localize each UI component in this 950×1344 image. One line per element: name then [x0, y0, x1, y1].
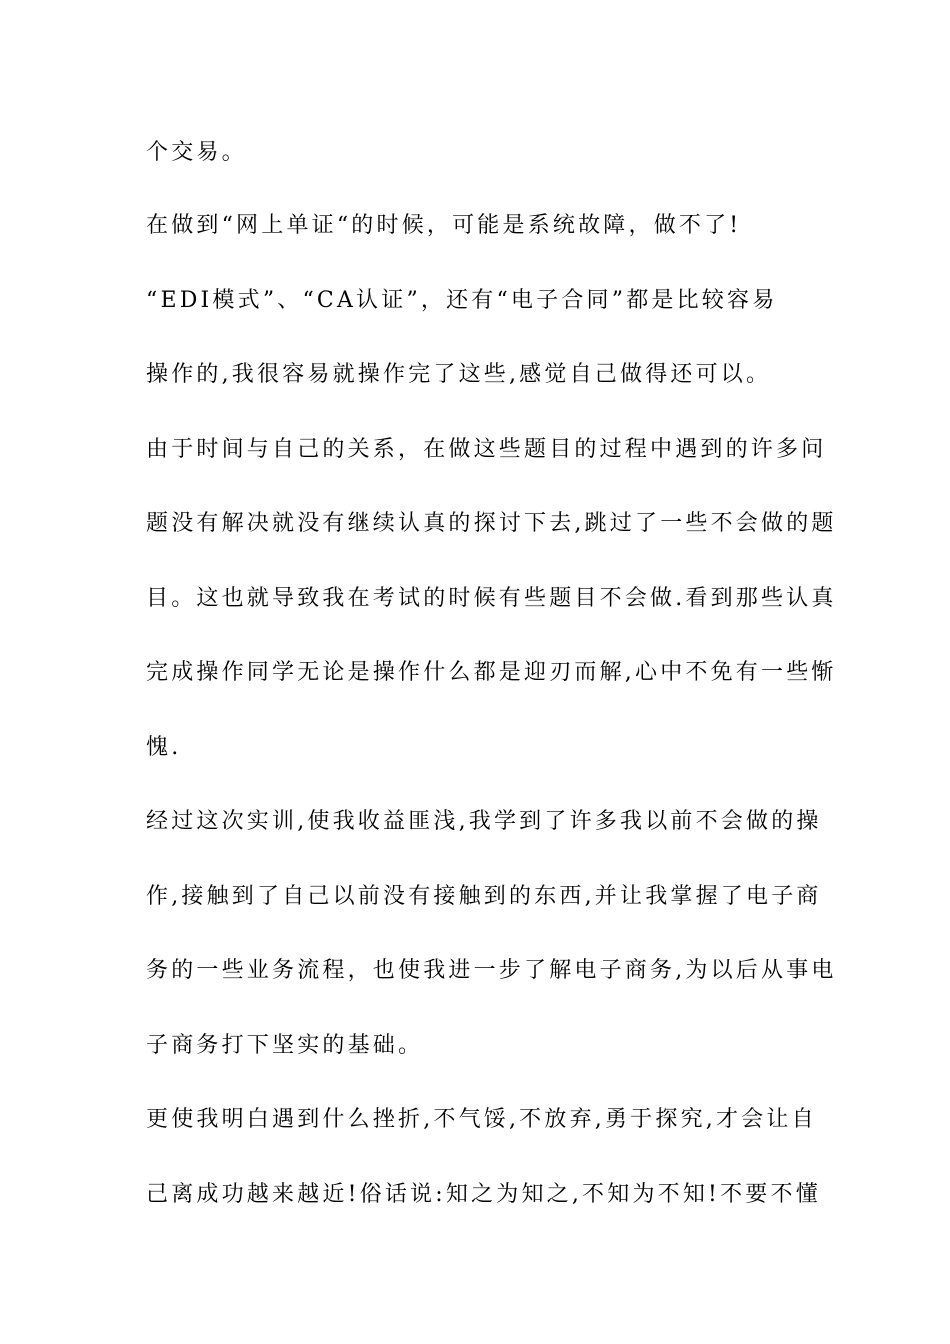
text-line: 子商务打下坚实的基础。	[146, 1033, 424, 1058]
text-line: 更使我明白遇到什么挫折,不气馁,不放弃,勇于探究,才会让自	[146, 1107, 817, 1132]
text-line: 经过这次实训,使我收益匪浅,我学到了许多我以前不会做的操	[146, 809, 822, 834]
text-line: 愧.	[146, 735, 182, 760]
text-line: 己离成功越来越近!俗话说:知之为知之,不知为不知!不要不懂	[146, 1182, 821, 1207]
text-line: 操作的,我很容易就操作完了这些,感觉自己做得还可以。	[146, 362, 772, 387]
text-line: 题没有解决就没有继续认真的探讨下去,跳过了一些不会做的题	[146, 511, 837, 536]
text-line: 务的一些业务流程，也使我进一步了解电子商务,为以后从事电	[146, 958, 837, 983]
text-line: 由于时间与自己的关系，在做这些题目的过程中遇到的许多问	[146, 437, 827, 462]
text-line: 在做到“网上单证“的时候，可能是系统故障，做不了!	[146, 213, 742, 238]
text-line: 完成操作同学无论是操作什么都是迎刃而解,心中不免有一些惭	[146, 660, 837, 685]
text-line: 作,接触到了自己以前没有接触到的东西,并让我掌握了电子商	[146, 884, 822, 909]
text-line: “EDI模式”、“CA认证”，还有“电子合同”都是比较容易	[146, 288, 778, 313]
text-line: 个交易。	[146, 140, 247, 165]
text-line: 目。这也就导致我在考试的时候有些题目不会做.看到那些认真	[146, 586, 837, 611]
